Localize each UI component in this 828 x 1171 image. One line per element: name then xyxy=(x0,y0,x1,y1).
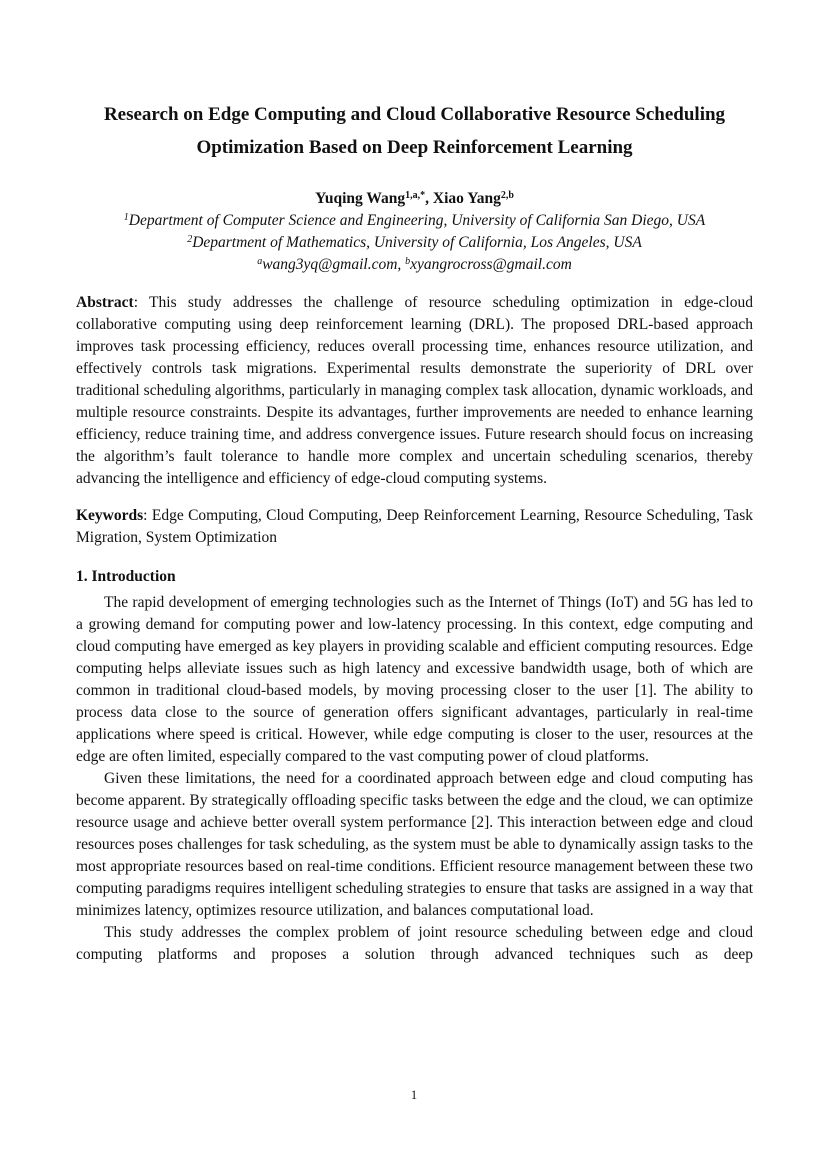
section-heading-introduction: 1. Introduction xyxy=(76,567,176,585)
affiliation-2-marker: 2 xyxy=(187,234,193,245)
keywords-label: Keywords xyxy=(76,507,144,525)
page-number: 1 xyxy=(410,1088,418,1102)
intro-paragraph-3: This study addresses the complex problem of joint resource scheduling between edge and cloud computing platforms and proposes a solution through advanced techniques such as deep xyxy=(76,924,753,964)
intro-paragraph-1: The rapid development of emerging technologies such as the Internet of Things (IoT) and 5G has led to a growing demand for computing power and low-latency processing. In this context, edge computing and cloud computing have emerged as key players in providing scalable and efficient computing resources. Edge computing helps alleviate issues such as high latency and excessive bandwidth usage, both of which are common in traditional cloud-based models, by moving processing closer to the user [1]. The ability to process data close to the source of generation offers significant advantages, particularly in real-time applications where speed is critical. However, while edge computing is closer to the user, resources at the edge are often limited, especially compared to the vast computing power of cloud platforms. xyxy=(76,593,753,765)
author-1-name: Yuqing Wang xyxy=(315,190,406,207)
email-1: wang3yq@gmail.com, xyxy=(262,256,406,273)
keywords-text: : Edge Computing, Cloud Computing, Deep Reinforcement Learning, Resource Scheduling, Task Migration, System Optimization xyxy=(76,507,753,547)
author-emails xyxy=(76,254,753,276)
abstract-text: : This study addresses the challenge of resource scheduling optimization in edge-cloud collaborative computing using deep reinforcement learning (DRL). The proposed DRL-based approach improves task processing efficiency, reduces overall processing time, enhances resource utilization, and effectively controls task migrations. Experimental results demonstrate the superiority of DRL over traditional scheduling algorithms, particularly in managing complex task allocation, dynamic workloads, and multiple resource constraints. Despite its advantages, further improvements are needed to enhance learning efficiency, reduce training time, and address convergence issues. Future research should focus on increasing the algorithm’s fault tolerance to handle more complex and uncertain scheduling scenarios, thereby advancing the intelligence and efficiency of edge-cloud computing systems. xyxy=(76,294,753,488)
email-2-marker: b xyxy=(405,256,411,267)
intro-paragraph-2: Given these limitations, the need for a coordinated approach between edge and cloud computing has become apparent. By strategically offloading specific tasks between the edge and the cloud, we can optimize resource usage and achieve better overall system performance [2]. This interaction between edge and cloud resources poses challenges for task scheduling, as the system must be able to dynamically assign tasks to the most appropriate resources based on real-time conditions. Efficient resource management between these two computing paradigms requires intelligent scheduling strategies to ensure that tasks are assigned in a way that minimizes latency, optimizes resource utilization, and balances computational load. xyxy=(76,769,753,920)
author-separator: , xyxy=(425,190,433,207)
paper-title xyxy=(76,98,753,164)
author-2-affiliation-marker: 2,b xyxy=(500,190,514,201)
affiliation-2 xyxy=(76,232,753,254)
affiliation-1-marker: 1 xyxy=(123,212,129,223)
title-line-2: Optimization Based on Deep Reinforcement Learning xyxy=(196,137,633,158)
affiliation-2-text: Department of Mathematics, University of California, Los Angeles, USA xyxy=(192,234,642,251)
author-list xyxy=(76,188,753,210)
abstract-label: Abstract xyxy=(76,294,134,311)
keywords xyxy=(76,505,753,549)
abstract xyxy=(76,292,753,490)
author-1-affiliation-marker: 1,a,* xyxy=(405,190,426,201)
affiliation-1-text: Department of Computer Science and Engineering, University of California San Diego, USA xyxy=(128,212,706,229)
affiliation-1 xyxy=(76,210,753,232)
paper-page xyxy=(76,98,753,966)
title-line-1: Research on Edge Computing and Cloud Collaborative Resource Scheduling xyxy=(103,104,726,125)
email-1-marker: a xyxy=(257,256,263,267)
email-2: xyangrocross@gmail.com xyxy=(410,256,572,273)
author-2-name: Xiao Yang xyxy=(432,190,501,207)
